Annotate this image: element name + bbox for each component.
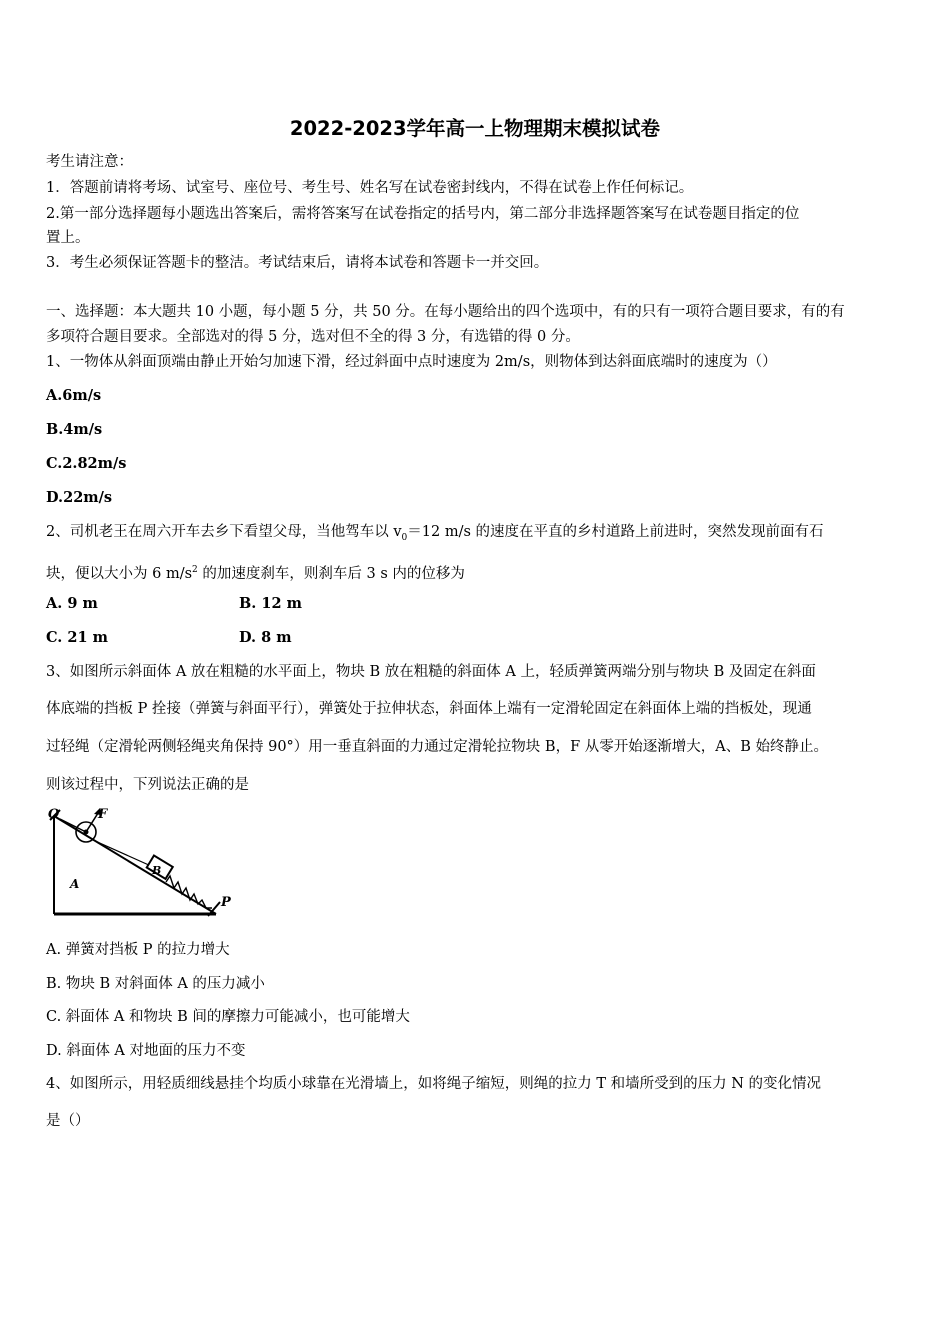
section-intro-line-1: 一、选择题：本大题共 10 小题，每小题 5 分，共 50 分。在每小题给出的四个选项中，有的只有一项符合题目要求，有的有 <box>46 304 845 320</box>
q3-option-d: D. 斜面体 A 对地面的压力不变 <box>46 1043 246 1059</box>
q1-option-d: D.22m/s <box>46 489 113 506</box>
q1-option-a: A.6m/s <box>46 387 102 404</box>
q4-stem-line-2: 是（） <box>46 1113 90 1129</box>
q3-stem-line-1: 3、如图所示斜面体 A 放在粗糙的水平面上，物块 B 放在粗糙的斜面体 A 上，轻质弹簧两端分别与物块 B 及固定在斜面 <box>46 664 816 680</box>
q2-stem-sub: 0 <box>401 532 408 543</box>
q4-stem-line-1: 4、如图所示，用轻质细线悬挂个均质小球靠在光滑墙上，如将绳子缩短，则绳的拉力 T 和墙所受到的压力 N 的变化情况 <box>46 1076 822 1092</box>
q2-stem2-a: 块，便以大小为 6 m/s <box>46 565 193 582</box>
q3-stem-line-3: 过轻绳（定滑轮两侧轻绳夹角保持 90°）用一垂直斜面的力通过定滑轮拉物块 B，F 从零开始逐渐增大，A、B 始终静止。 <box>46 739 828 755</box>
q1-option-b: B.4m/s <box>46 421 103 438</box>
spring-icon <box>166 876 212 908</box>
q1-stem: 1、一物体从斜面顶端由静止开始匀加速下滑，经过斜面中点时速度为 2m/s，则物体到达斜面底端时的速度为（） <box>46 354 777 370</box>
incline-slope <box>54 816 216 914</box>
label-o: O <box>48 807 60 822</box>
label-f: F <box>98 807 108 822</box>
notice-item-1: 1．答题前请将考场、试室号、座位号、考生号、姓名写在试卷密封线内，不得在试卷上作任何标记。 <box>46 180 694 196</box>
exam-title: 2022-2023学年高一上物理期末模拟试卷 <box>289 117 661 140</box>
q1-option-c: C.2.82m/s <box>46 455 127 472</box>
q3-option-b: B. 物块 B 对斜面体 A 的压力减小 <box>46 976 265 992</box>
q2-stem-a: 2、司机老王在周六开车去乡下看望父母，当他驾车以 v <box>46 524 402 540</box>
q2-stem2-b: 的加速度刹车，则刹车后 3 s 内的位移为 <box>197 565 465 582</box>
q2-stem-b: ＝12 m/s 的速度在平直的乡村道路上前进时，突然发现前面有石 <box>407 524 824 540</box>
q2-option-a: A. 9 m <box>46 595 98 612</box>
notice-item-3: 3．考生必须保证答题卡的整洁。考试结束后，请将本试卷和答题卡一并交回。 <box>46 255 549 271</box>
q2-stem2-sup: 2 <box>192 565 198 575</box>
pulley-mount <box>60 819 86 832</box>
q2-option-b: B. 12 m <box>239 595 302 612</box>
notice-item-2: 2.第一部分选择题每小题选出答案后，需将答案写在试卷指定的括号内，第二部分非选择题答案写在试卷题目指定的位 <box>46 206 800 222</box>
q2-stem-line-2 <box>46 561 465 583</box>
q3-stem-line-2: 体底端的挡板 P 拴接（弹簧与斜面平行），弹簧处于拉伸状态，斜面体上端有一定滑轮固定在斜面体上端的挡板处，现通 <box>46 701 812 717</box>
q3-option-a: A. 弹簧对挡板 P 的拉力增大 <box>46 942 230 958</box>
notice-item-2-cont: 置上。 <box>46 230 90 246</box>
q3-option-c: C. 斜面体 A 和物块 B 间的摩擦力可能减小，也可能增大 <box>46 1009 410 1025</box>
section-intro-line-2: 多项符合题目要求。全部选对的得 5 分，选对但不全的得 3 分，有选错的得 0 分。 <box>46 329 580 345</box>
notice-heading: 考生请注意： <box>46 154 133 170</box>
incline-figure <box>46 804 236 922</box>
label-b: B <box>152 864 162 877</box>
label-a: A <box>70 877 80 891</box>
q3-stem-line-4: 则该过程中，下列说法正确的是 <box>46 777 249 793</box>
label-p: P <box>221 895 231 910</box>
q2-option-c: C. 21 m <box>46 629 108 646</box>
q2-stem-line-1 <box>46 523 824 547</box>
rope <box>93 840 151 866</box>
q2-option-d: D. 8 m <box>239 629 292 646</box>
